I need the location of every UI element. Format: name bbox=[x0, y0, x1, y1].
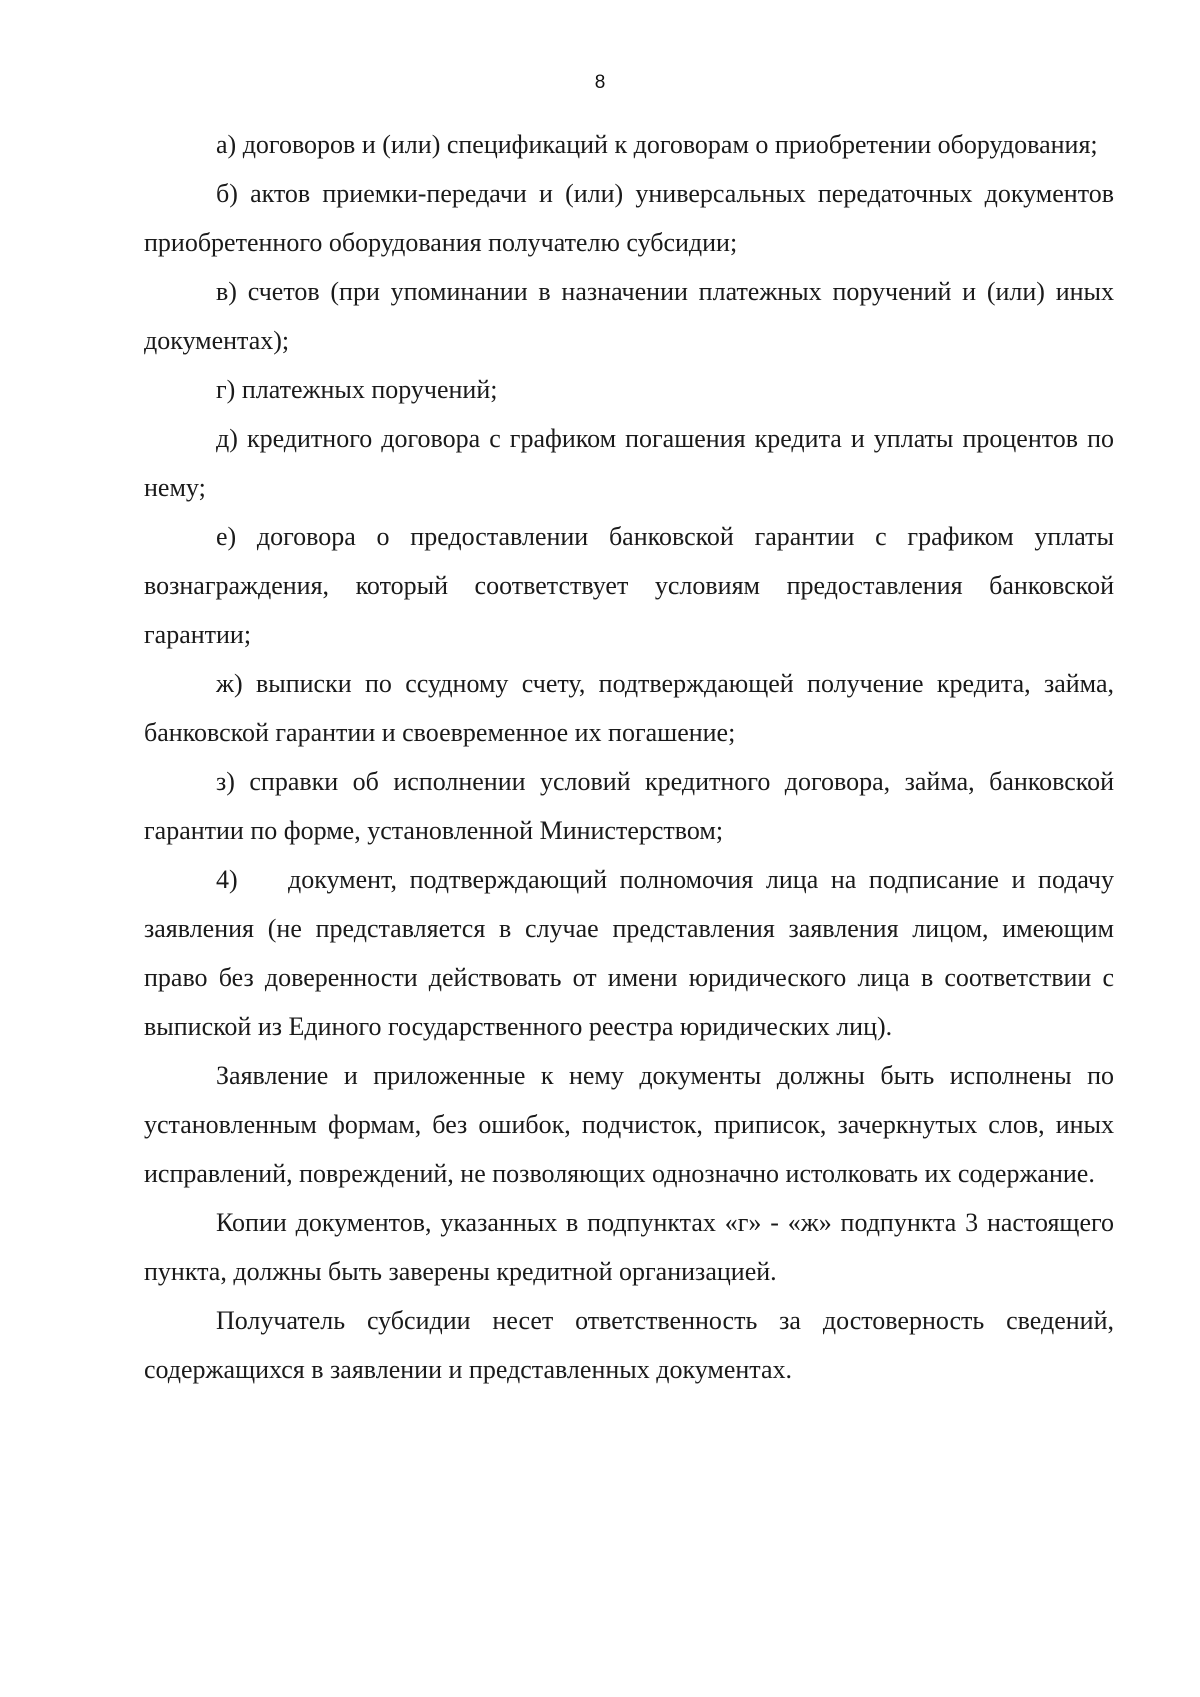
item-4-marker: 4) bbox=[216, 865, 238, 894]
page-number: 8 bbox=[594, 72, 606, 93]
paragraph-item-g: г) платежных поручений; bbox=[216, 375, 498, 404]
paragraph-item-b: б) актов приемки-передачи и (или) универсальных передаточных документов приобретенного оборудования получателю субсидии; bbox=[144, 179, 1114, 257]
paragraph-item-z: з) справки об исполнении условий кредитного договора, займа, банковской гарантии по форме, установленной Министерством; bbox=[144, 767, 1114, 845]
paragraph-copies-certification: Копии документов, указанных в подпунктах «г» - «ж» подпункта 3 настоящего пункта, должны быть заверены кредитной организацией. bbox=[144, 1208, 1114, 1286]
paragraph-item-4 bbox=[144, 855, 1114, 1051]
paragraph-application-requirements: Заявление и приложенные к нему документы должны быть исполнены по установленным формам, без ошибок, подчисток, приписок, зачеркнутых слов, иных исправлений, повреждений, не позволяющих однозначно истолковать их содержание. bbox=[144, 1061, 1114, 1188]
paragraph-recipient-responsibility: Получатель субсидии несет ответственность за достоверность сведений, содержащихся в заявлении и представленных документах. bbox=[144, 1306, 1114, 1384]
document-body bbox=[144, 120, 1114, 1394]
paragraph-item-d: д) кредитного договора с графиком погашения кредита и уплаты процентов по нему; bbox=[144, 424, 1114, 502]
paragraph-item-zh: ж) выписки по ссудному счету, подтверждающей получение кредита, займа, банковской гарантии и своевременное их погашение; bbox=[144, 669, 1114, 747]
paragraph-item-e: е) договора о предоставлении банковской гарантии с графиком уплаты вознаграждения, который соответствует условиям предоставления банковской гарантии; bbox=[144, 522, 1114, 649]
paragraph-item-v: в) счетов (при упоминании в назначении платежных поручений и (или) иных документах); bbox=[144, 277, 1114, 355]
paragraph-item-a: а) договоров и (или) спецификаций к договорам о приобретении оборудования; bbox=[216, 130, 1098, 159]
item-4-text: документ, подтверждающий полномочия лица на подписание и подачу заявления (не представляется в случае представления заявления лицом, имеющим право без доверенности действовать от имени юридического лица в соответствии с выпиской из Единого государственного реестра юридических лиц). bbox=[144, 865, 1114, 1041]
